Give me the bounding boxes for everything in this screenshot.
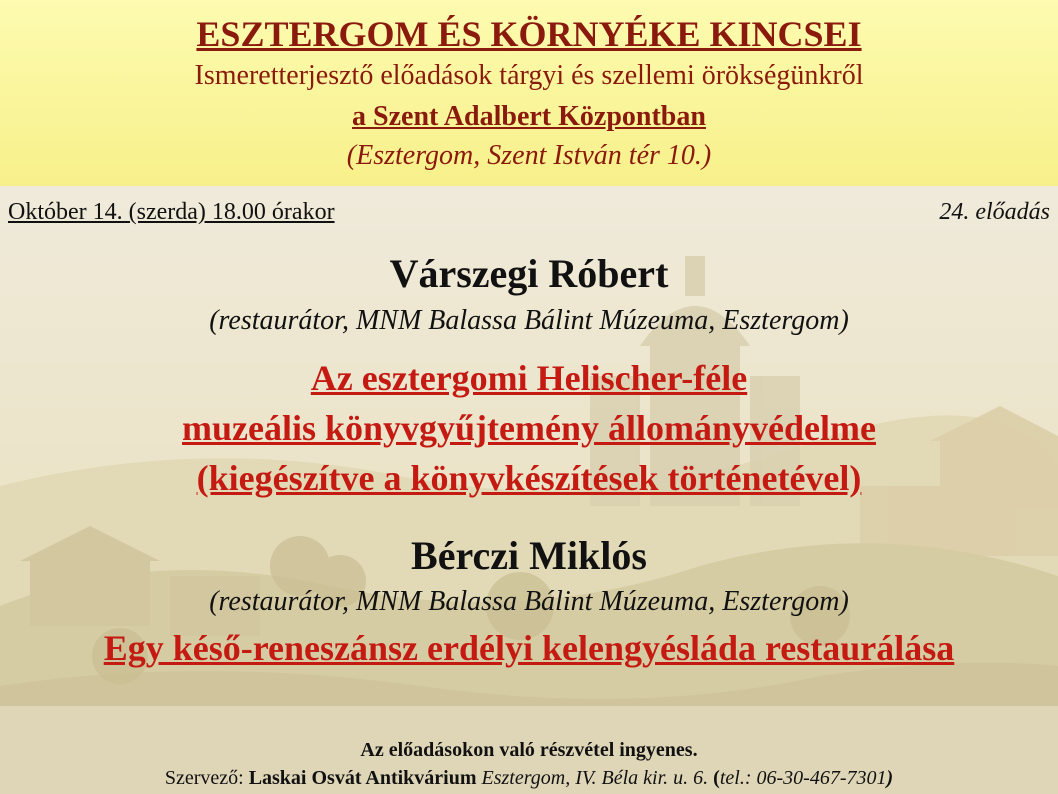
- speaker-1-role: (restaurátor, MNM Balassa Bálint Múzeuma, Esztergom): [209, 305, 849, 336]
- organizer-name: Laskai Osvát Antikvárium: [248, 767, 477, 789]
- venue-address: (Esztergom, Szent István tér 10.): [346, 140, 712, 171]
- header-band: [0, 0, 1058, 186]
- venue-name: a Szent Adalbert Központban: [352, 101, 706, 132]
- free-entry-notice: Az előadásokon való részvétel ingyenes.: [360, 739, 698, 761]
- organizer-address: Esztergom, IV. Béla kir. u. 6.: [476, 767, 714, 789]
- speaker-2-role: (restaurátor, MNM Balassa Bálint Múzeuma, Esztergom): [209, 586, 849, 617]
- lecture-number: 24. előadás: [939, 199, 1050, 225]
- organizer-phone: tel.: 06-30-467-7301: [719, 767, 887, 789]
- event-date: Október 14. (szerda) 18.00 órakor: [8, 199, 335, 225]
- series-title: ESZTERGOM ÉS KÖRNYÉKE KINCSEI: [196, 14, 862, 54]
- organizer-phone-open: (: [713, 767, 720, 789]
- series-subtitle: Ismeretterjesztő előadások tárgyi és szellemi örökségünkről: [194, 60, 864, 91]
- organizer-line: [0, 766, 1058, 790]
- organizer-label: Szervező:: [164, 767, 249, 789]
- talk-2-title: Egy késő-reneszánsz erdélyi kelengyésláda restaurálása: [103, 628, 955, 668]
- organizer-phone-close: ): [886, 767, 894, 789]
- talk-1-title-line-3: (kiegészítve a könyvkészítések történetével): [196, 458, 862, 498]
- speaker-2-name: Bérczi Miklós: [411, 533, 647, 578]
- talk-1-title-line-2: muzeális könyvgyűjtemény állományvédelme: [182, 408, 876, 448]
- speaker-1-name: Várszegi Róbert: [389, 251, 669, 296]
- talk-1-title-line-1: Az esztergomi Helischer-féle: [310, 358, 748, 398]
